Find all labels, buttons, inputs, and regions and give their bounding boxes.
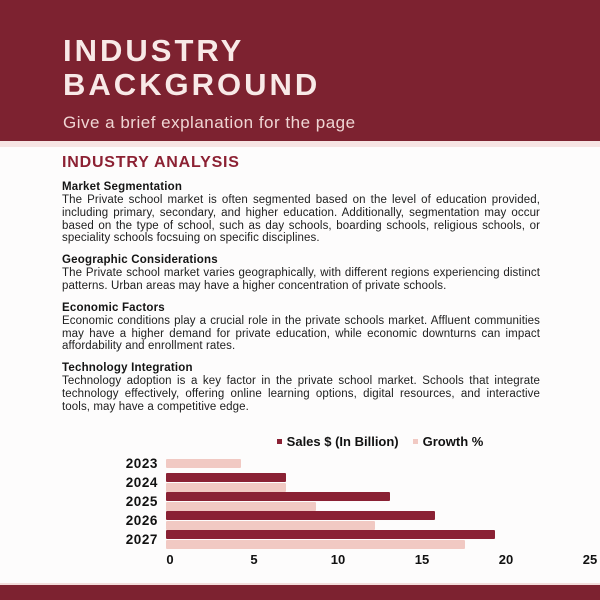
chart-row <box>124 492 540 511</box>
bar <box>166 502 316 511</box>
section-body: The Private school market is often segmented based on the level of education provided, including primary, secondary, and higher education. Additionally, segmentation may occur based on the type of school, such as day schools, boarding schools, religious schools, or speciality schools focsuing on specific disciplines. <box>62 194 540 245</box>
section-body: The Private school market varies geographically, with different regions experiencing distinct patterns. Urban areas may have a higher concentration of private schools. <box>62 267 540 292</box>
analysis-section <box>62 302 540 353</box>
bar-group <box>166 473 540 492</box>
bar <box>166 483 286 492</box>
bar <box>166 511 435 520</box>
legend-label: Sales $ (In Billion) <box>286 433 399 449</box>
section-heading: Technology Integration <box>62 362 193 375</box>
bar <box>166 530 495 539</box>
chart-row <box>124 530 540 549</box>
page-subtitle: Give a brief explanation for the page <box>63 113 356 133</box>
bar <box>166 492 390 501</box>
legend-swatch-icon <box>277 439 282 444</box>
analysis-sections <box>62 181 540 414</box>
analysis-section <box>62 362 540 413</box>
section-heading: Economic Factors <box>62 301 165 314</box>
bar-group <box>166 492 540 511</box>
category-label: 2027 <box>125 531 158 547</box>
analysis-section <box>62 181 540 245</box>
section-heading: Market Segmentation <box>62 181 183 193</box>
x-tick-label: 20 <box>498 551 514 567</box>
bar <box>166 459 241 468</box>
chart-legend <box>170 434 590 449</box>
chart-row <box>124 473 540 492</box>
footer-band <box>0 585 600 600</box>
x-tick-label: 10 <box>330 551 346 567</box>
bar-group <box>166 511 540 530</box>
legend-item <box>277 434 399 449</box>
bar-group <box>166 454 540 473</box>
analysis-section <box>62 254 540 293</box>
bar-chart <box>124 433 598 568</box>
section-body: Technology adoption is a key factor in the private school market. Schools that integrate technology effectively, offering online learning options, digital resources, and interactive tools, may have a competitive edge. <box>62 375 540 413</box>
bar <box>166 473 286 482</box>
chart-row <box>124 454 540 473</box>
x-tick-label: 15 <box>414 551 430 567</box>
content-area <box>0 147 600 568</box>
legend-swatch-icon <box>413 439 418 444</box>
category-label: 2023 <box>125 455 158 471</box>
section-body: Economic conditions play a crucial role in the private schools market. Affluent communities may have a higher demand for private education, while economic downturns can impact affordability and enrollment rates. <box>62 314 540 353</box>
analysis-heading: INDUSTRY ANALYSIS <box>62 154 240 171</box>
page-footer <box>0 583 600 600</box>
bar-group <box>166 530 540 549</box>
x-tick-label: 5 <box>250 551 258 567</box>
x-tick-label: 25 <box>582 551 598 567</box>
category-label: 2026 <box>125 512 158 528</box>
page-header <box>0 0 600 141</box>
x-tick-label: 0 <box>166 551 174 567</box>
category-label: 2025 <box>125 493 158 509</box>
chart-row <box>124 511 540 530</box>
bar <box>166 540 465 549</box>
bar <box>166 521 376 530</box>
chart-plot <box>124 454 540 549</box>
page-title: INDUSTRY BACKGROUND <box>63 33 321 103</box>
legend-item <box>413 434 484 449</box>
section-heading: Geographic Considerations <box>62 254 218 267</box>
chart-xaxis <box>166 551 598 568</box>
legend-label: Growth % <box>422 433 484 449</box>
category-label: 2024 <box>125 474 158 490</box>
